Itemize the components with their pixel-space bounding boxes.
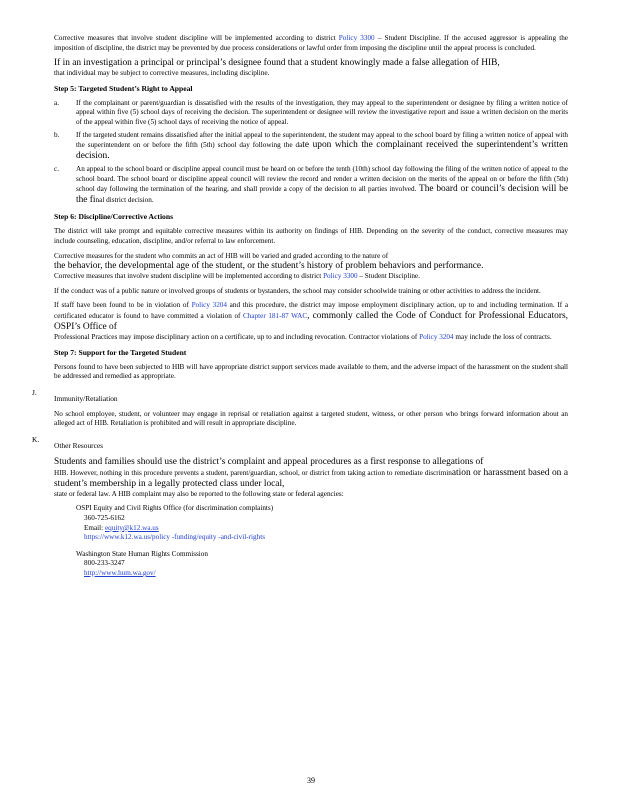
list-item-text: If the targeted student remains dissatisfied after the initial appeal to the superintendent, the student may appeal to the school board by filing a written notice of appeal with the superintendent on or before the fifth (5th) school day following the da (76, 130, 568, 150)
text: – Student Discipline. (357, 272, 420, 281)
step6-heading: Step 6: Discipline/Corrective Actions (54, 212, 174, 222)
list-item-text: If the complainant or parent/guardian is dissatisfied with the results of the investigation, they may appeal to the superintendent or designee by filing a written notice of appeal within five (5) school days of receiving the decision. The superintendent or designee will review the investigative report and issue a written decision on the merits of the appeal within five (5) school days of receiving the notice of appeal. (76, 98, 568, 126)
step5-list (54, 99, 568, 207)
policy-3204-reference[interactable]: Policy 3204 (419, 332, 454, 341)
list-marker: a. (54, 98, 59, 107)
step7-heading: Step 7: Support for the Targeted Student (54, 347, 187, 357)
contact-phone: 360-725-6162 (84, 514, 125, 523)
policy-3300-reference[interactable]: Policy 3300 (323, 272, 358, 281)
step6-paragraph (54, 301, 568, 342)
list-marker: c. (54, 165, 59, 174)
section-title: Immunity/Retaliation (54, 393, 118, 403)
url-link[interactable]: -and-civil-rights (218, 533, 266, 542)
step5-heading: Step 5: Targeted Student’s Right to Appeal (54, 83, 193, 93)
paragraph-false-allegation (54, 58, 568, 79)
policy-3204-reference[interactable]: Policy 3204 (191, 301, 227, 310)
chapter-wac-reference[interactable]: Chapter 181-87 WAC (243, 311, 308, 320)
email-link[interactable]: equity@k12.wa.us (104, 523, 159, 532)
section-k-paragraph (54, 457, 568, 500)
text: Corrective measures that involve student discipline will be implemented according to district (54, 272, 324, 281)
section-letter: K. (32, 434, 40, 444)
list-marker: b. (54, 130, 60, 139)
url-link[interactable]: https://www.k12.wa.us/policy (84, 533, 170, 542)
text: Professional Practices may impose disciplinary action on a certificate, up to and including revocation. Contractor violations of (54, 332, 420, 341)
step7-paragraph: Persons found to have been subjected to HIB will have appropriate district support services made available to them, and the adverse impact of the harassment on the student shall be addressed and remedied as appropriate. (54, 362, 568, 381)
page-number: 39 (307, 776, 315, 785)
contact-name: Washington State Human Rights Commission (76, 549, 208, 558)
text: If staff have been found to be in violation of (54, 301, 192, 310)
text-large: , commonly called the Code of Conduct for Professional Educators, OSPI’s Office of (54, 310, 568, 332)
paragraph-discipline (54, 34, 568, 53)
url-link[interactable]: -funding/equity (171, 533, 217, 542)
contact-hrc (54, 550, 568, 579)
email-label: Email: (84, 523, 105, 532)
text: – Student Discipline. If the accused aggressor is appealing the imposition of discipline, the district may be prevented by due process considerations or lawful order from imposing the discipline until the appeal process is concluded. (54, 34, 568, 52)
text: Corrective measures that involve student discipline will be implemented according to district (54, 34, 339, 42)
text-large: Students and families should use the district’s complaint and appeal procedures as a first response to allegations of (54, 456, 484, 467)
text-large: ation or harassment based on a student’s membership in a legally protected class under local, (54, 467, 568, 489)
list-item (54, 99, 568, 128)
text: that individual may be subject to corrective measures, including discipline. (54, 69, 270, 78)
step6-paragraph (54, 252, 568, 282)
text-large: the behavior, the developmental age of the student, or the student’s history of problem behaviors and performance. (54, 261, 484, 272)
list-item-text-large: The board or council’s decision will be the fi (76, 184, 568, 206)
text: and this procedure, the district may impose employment disciplinary action, up to and including termination. If a certificated educator is found to have committed a violation of (54, 301, 569, 320)
list-item-text: nal district decision. (95, 196, 154, 205)
contact-ospi (54, 504, 568, 542)
section-j-paragraph: No school employee, student, or volunteer may engage in reprisal or retaliation against a targeted student, witness, or other person who brings forward information about an alleged act of HIB. Retaliation is prohibited and will result in appropriate discipline. (54, 409, 568, 428)
url-link[interactable]: http://www.hum.wa.gov/ (84, 569, 156, 578)
contact-phone: 800-233-3247 (84, 559, 125, 568)
policy-3300-reference[interactable]: Policy 3300 (338, 34, 375, 42)
contact-name: OSPI Equity and Civil Rights Office (for discrimination complaints) (76, 504, 274, 513)
section-letter: J. (32, 387, 37, 397)
step6-paragraph: If the conduct was of a public nature or involved groups of students or bystanders, the school may consider schoolwide training or other activities to address the incident. (54, 286, 541, 295)
list-item-text-large: te upon which the complainant received the superintendent’s written decision. (76, 140, 568, 162)
section-j (32, 387, 568, 406)
list-item-text: An appeal to the school board or discipline appeal council must be heard on or before the tenth (10th) school day following the filing of the written notice of appeal to the school board. The school board or discipline appeal council will review the record and render a written decision on the merits of the appeal on or before the fifth (5th) school day following the termination of the hearing, and shall provide a copy of the decision to all parties involved. (76, 165, 568, 194)
list-item (54, 131, 568, 163)
text: HIB. However, nothing in this procedure prevents a student, parent/guardian, school, or district from taking action to remediate discrimin (54, 468, 452, 477)
text: state or federal law. A HIB complaint may also be reported to the following state or federal agencies: (54, 489, 344, 498)
document-page (32, 34, 569, 785)
section-title: Other Resources (54, 440, 104, 450)
text-large: If in an investigation a principal or principal’s designee found that a student knowingly made a false allegation of HIB, (54, 58, 500, 69)
text: Corrective measures for the student who commits an act of HIB will be varied and graded according to the nature of (54, 251, 389, 260)
text: may include the loss of contracts. (453, 332, 552, 341)
list-item (54, 165, 568, 206)
section-k (32, 434, 568, 453)
step6-paragraph: The district will take prompt and equitable corrective measures within its authority on findings of HIB. Depending on the severity of the conduct, corrective measures may include counseling, education, discipline, and/or referral to law enforcement. (54, 227, 568, 245)
